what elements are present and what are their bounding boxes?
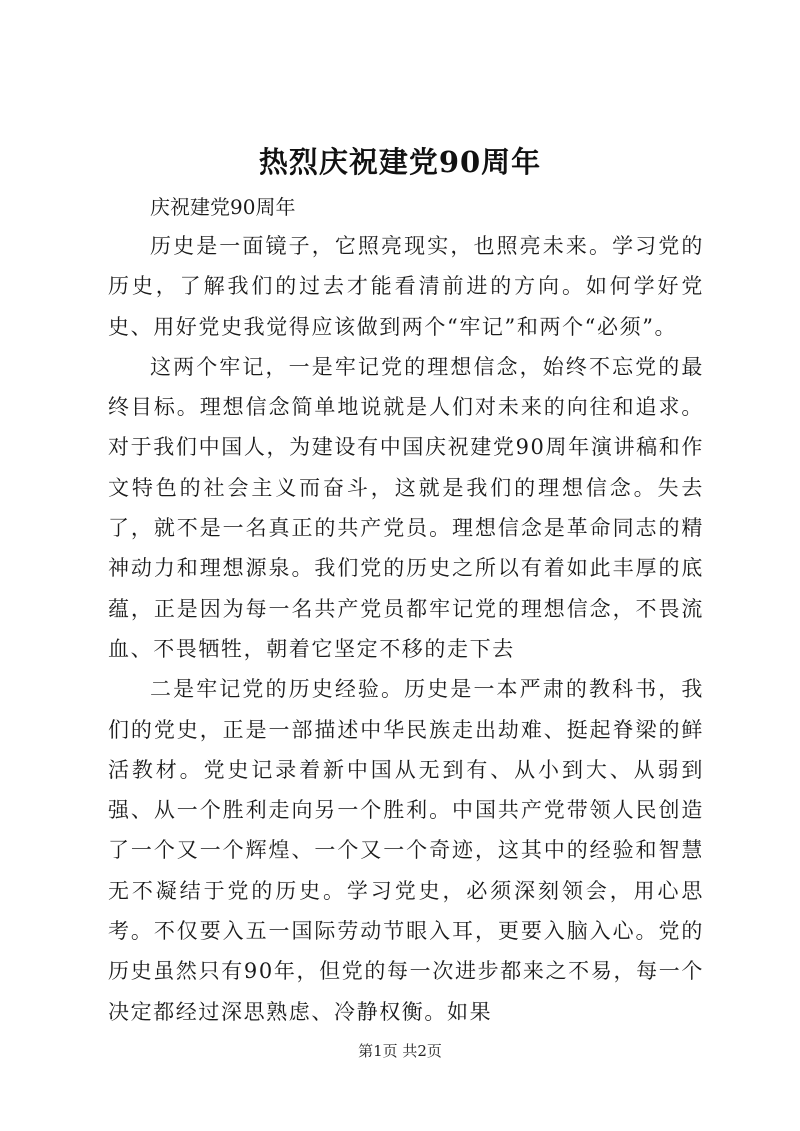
document-body xyxy=(108,188,704,1032)
document-subtitle: 庆祝建党90周年 xyxy=(150,195,296,219)
paragraph-3: 二是牢记党的历史经验。历史是一本严肃的教科书，我们的党史，正是一部描述中华民族走出劫难、挺起脊梁的鲜活教材。党史记录着新中国从无到有、从小到大、从弱到强、从一个胜利走向另一个胜利。中国共产党带领人民创造了一个又一个辉煌、一个又一个奇迹，这其中的经验和智慧无不凝结于党的历史。学习党史，必须深刻领会，用心思考。不仅要入五一国际劳动节眼入耳，更要入脑入心。党的历史虽然只有90年，但党的每一次进步都来之不易，每一个决定都经过深思熟虑、冷静权衡。如果 xyxy=(108,677,704,1024)
page-footer: 第1页 共2页 xyxy=(358,1042,442,1060)
document-title: 热烈庆祝建党90周年 xyxy=(258,145,542,179)
paragraph-2: 这两个牢记，一是牢记党的理想信念，始终不忘党的最终目标。理想信念简单地说就是人们对未来的向往和追求。对于我们中国人，为建设有中国庆祝建党90周年演讲稿和作文特色的社会主义而奋斗，这就是我们的理想信念。失去了，就不是一名真正的共产党员。理想信念是革命同志的精神动力和理想源泉。我们党的历史之所以有着如此丰厚的底蕴，正是因为每一名共产党员都牢记党的理想信念，不畏流血、不畏牺牲，朝着它坚定不移的走下去 xyxy=(108,354,704,661)
paragraph-1: 历史是一面镜子，它照亮现实，也照亮未来。学习党的历史，了解我们的过去才能看清前进的方向。如何学好党史、用好党史我觉得应该做到两个“牢记”和两个“必须”。 xyxy=(108,234,704,339)
